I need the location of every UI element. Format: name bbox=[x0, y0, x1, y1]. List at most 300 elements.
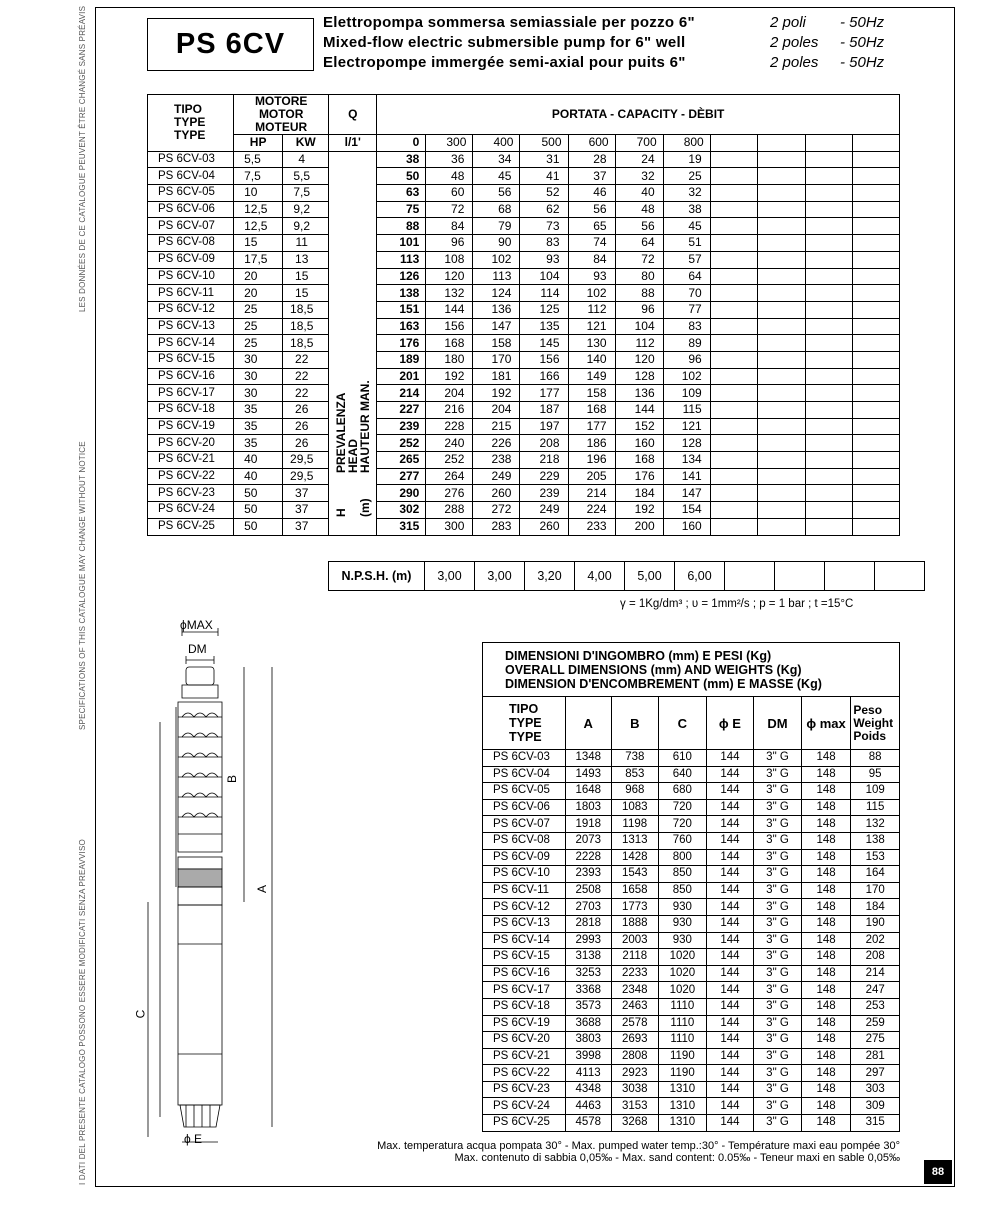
head-value: 96 bbox=[426, 235, 473, 252]
pump-type: PS 6CV-12 bbox=[483, 899, 566, 916]
head-value: 147 bbox=[663, 485, 710, 502]
head-value: 145 bbox=[520, 335, 568, 352]
table-row bbox=[483, 932, 900, 949]
dims-title-row bbox=[483, 643, 900, 697]
dimension-value: 281 bbox=[851, 1048, 900, 1065]
motor-kw: 9,2 bbox=[283, 201, 329, 218]
head-value: 156 bbox=[426, 318, 473, 335]
motor-hp: 35 bbox=[234, 435, 283, 452]
motor-hp: 35 bbox=[234, 402, 283, 419]
dimension-value: 2348 bbox=[611, 982, 659, 999]
head-value: 260 bbox=[473, 485, 520, 502]
dimension-value: 1020 bbox=[659, 965, 707, 982]
dimension-value: 1190 bbox=[659, 1065, 707, 1082]
pump-type: PS 6CV-25 bbox=[483, 1115, 566, 1132]
dimension-value: 303 bbox=[851, 1081, 900, 1098]
dimension-value: 680 bbox=[659, 783, 707, 800]
pump-type: PS 6CV-15 bbox=[148, 351, 234, 368]
head-value: 128 bbox=[663, 435, 710, 452]
head-value: 32 bbox=[615, 168, 663, 185]
empty-cell bbox=[757, 235, 805, 252]
empty-cell bbox=[710, 168, 757, 185]
heading-poles: 2 poli bbox=[770, 14, 806, 31]
table-row bbox=[148, 402, 900, 419]
npsh-row bbox=[329, 562, 925, 591]
dimension-value: 148 bbox=[801, 915, 851, 932]
table-row bbox=[483, 899, 900, 916]
pump-type: PS 6CV-14 bbox=[148, 335, 234, 352]
head-value: 104 bbox=[615, 318, 663, 335]
pump-drawing bbox=[120, 612, 300, 1152]
head-value: 65 bbox=[568, 218, 615, 235]
heading-poles: 2 poles bbox=[770, 54, 819, 71]
pump-type: PS 6CV-09 bbox=[148, 251, 234, 268]
note-temperature: Max. temperatura acqua pompata 30° - Max. pumped water temp.:30° - Température maxi eau pompée 30° bbox=[377, 1140, 900, 1152]
dimension-value: 132 bbox=[851, 816, 900, 833]
dimension-value: 4348 bbox=[565, 1081, 611, 1098]
shutoff-head: 227 bbox=[377, 402, 426, 419]
flow-header: 800 bbox=[663, 135, 710, 152]
shutoff-head: 113 bbox=[377, 251, 426, 268]
pump-type: PS 6CV-13 bbox=[148, 318, 234, 335]
dimension-value: 259 bbox=[851, 1015, 900, 1032]
motor-hp: 12,5 bbox=[234, 218, 283, 235]
dimension-value: 640 bbox=[659, 766, 707, 783]
motor-hp: 40 bbox=[234, 468, 283, 485]
dimension-value: 2228 bbox=[565, 849, 611, 866]
head-value: 144 bbox=[615, 402, 663, 419]
motor-kw: 18,5 bbox=[283, 301, 329, 318]
head-value: 77 bbox=[663, 301, 710, 318]
head-value: 112 bbox=[568, 301, 615, 318]
dimension-value: 3" G bbox=[754, 1081, 802, 1098]
dimension-value: 144 bbox=[706, 1065, 754, 1082]
table-row bbox=[483, 1032, 900, 1049]
head-value: 228 bbox=[426, 418, 473, 435]
head-value: 216 bbox=[426, 402, 473, 419]
axis-label-text: (m) bbox=[358, 497, 373, 517]
pump-type: PS 6CV-08 bbox=[148, 235, 234, 252]
dimension-value: 148 bbox=[801, 1115, 851, 1132]
head-value: 205 bbox=[568, 468, 615, 485]
table-row bbox=[483, 750, 900, 767]
empty-cell bbox=[757, 301, 805, 318]
dimension-value: 148 bbox=[801, 1032, 851, 1049]
empty-cell bbox=[710, 351, 757, 368]
dims-header-dm: DM bbox=[754, 697, 802, 750]
shutoff-head: 38 bbox=[377, 151, 426, 168]
dimension-value: 2393 bbox=[565, 866, 611, 883]
head-value: 83 bbox=[520, 235, 568, 252]
empty-cell bbox=[852, 335, 899, 352]
heading-line bbox=[323, 53, 884, 73]
dimension-value: 148 bbox=[801, 799, 851, 816]
empty-cell bbox=[805, 485, 852, 502]
empty-cell bbox=[805, 251, 852, 268]
empty-cell bbox=[805, 285, 852, 302]
table-row bbox=[148, 435, 900, 452]
pump-type: PS 6CV-18 bbox=[483, 998, 566, 1015]
flow-header: 400 bbox=[473, 135, 520, 152]
dimension-value: 3" G bbox=[754, 998, 802, 1015]
head-value: 160 bbox=[615, 435, 663, 452]
empty-cell bbox=[710, 185, 757, 202]
motor-kw: 22 bbox=[283, 351, 329, 368]
dimension-value: 144 bbox=[706, 816, 754, 833]
dimension-value: 1020 bbox=[659, 949, 707, 966]
motor-kw: 9,2 bbox=[283, 218, 329, 235]
head-value: 160 bbox=[663, 518, 710, 535]
dimension-value: 153 bbox=[851, 849, 900, 866]
dimension-value: 1773 bbox=[611, 899, 659, 916]
motor-hp: 25 bbox=[234, 318, 283, 335]
note-sand: Max. contenuto di sabbia 0,05‰ - Max. sand content: 0.05‰ - Teneur maxi en sable 0,05‰ bbox=[454, 1152, 900, 1164]
motor-hp: 20 bbox=[234, 268, 283, 285]
dimension-value: 4113 bbox=[565, 1065, 611, 1082]
head-value: 112 bbox=[615, 335, 663, 352]
dimension-value: 148 bbox=[801, 899, 851, 916]
pump-type: PS 6CV-09 bbox=[483, 849, 566, 866]
head-value: 102 bbox=[473, 251, 520, 268]
head-axis-label bbox=[329, 151, 377, 535]
pump-type: PS 6CV-22 bbox=[483, 1065, 566, 1082]
shutoff-head: 290 bbox=[377, 485, 426, 502]
empty-cell bbox=[757, 168, 805, 185]
npsh-value: 4,00 bbox=[575, 562, 625, 591]
head-value: 186 bbox=[568, 435, 615, 452]
shutoff-head: 315 bbox=[377, 518, 426, 535]
dimension-value: 115 bbox=[851, 799, 900, 816]
dimension-value: 144 bbox=[706, 1032, 754, 1049]
table-row bbox=[483, 1081, 900, 1098]
flow-header bbox=[852, 135, 899, 152]
head-value: 56 bbox=[615, 218, 663, 235]
pump-type: PS 6CV-04 bbox=[148, 168, 234, 185]
shutoff-head: 50 bbox=[377, 168, 426, 185]
pump-type: PS 6CV-14 bbox=[483, 932, 566, 949]
empty-cell bbox=[805, 502, 852, 519]
table-row bbox=[148, 251, 900, 268]
shutoff-head: 63 bbox=[377, 185, 426, 202]
phi-max-label: ϕMAX bbox=[180, 618, 213, 632]
dimension-value: 4578 bbox=[565, 1115, 611, 1132]
head-value: 288 bbox=[426, 502, 473, 519]
head-value: 208 bbox=[520, 435, 568, 452]
empty-cell bbox=[710, 201, 757, 218]
npsh-value: 5,00 bbox=[625, 562, 675, 591]
dimension-value: 1428 bbox=[611, 849, 659, 866]
pump-type: PS 6CV-10 bbox=[148, 268, 234, 285]
head-value: 72 bbox=[615, 251, 663, 268]
pump-type: PS 6CV-11 bbox=[483, 882, 566, 899]
empty-cell bbox=[852, 518, 899, 535]
table-row bbox=[483, 965, 900, 982]
pump-type: PS 6CV-13 bbox=[483, 915, 566, 932]
head-value: 121 bbox=[568, 318, 615, 335]
npsh-value bbox=[875, 562, 925, 591]
dimension-value: 3" G bbox=[754, 1098, 802, 1115]
dimension-value: 3573 bbox=[565, 998, 611, 1015]
motor-kw: 5,5 bbox=[283, 168, 329, 185]
motor-hp: 50 bbox=[234, 502, 283, 519]
dimension-value: 202 bbox=[851, 932, 900, 949]
dimension-value: 2463 bbox=[611, 998, 659, 1015]
heading-title: Mixed-flow electric submersible pump for 6" well bbox=[323, 34, 686, 51]
dimension-value: 3138 bbox=[565, 949, 611, 966]
unit-header: l/1' bbox=[329, 135, 377, 152]
shutoff-head: 151 bbox=[377, 301, 426, 318]
head-value: 72 bbox=[426, 201, 473, 218]
empty-cell bbox=[852, 402, 899, 419]
shutoff-head: 163 bbox=[377, 318, 426, 335]
dimension-value: 253 bbox=[851, 998, 900, 1015]
head-value: 238 bbox=[473, 452, 520, 469]
axis-label-text: H bbox=[334, 507, 349, 517]
head-value: 128 bbox=[615, 368, 663, 385]
perf-header-row bbox=[148, 95, 900, 135]
dimension-value: 148 bbox=[801, 882, 851, 899]
pump-type: PS 6CV-07 bbox=[148, 218, 234, 235]
hp-header: HP bbox=[234, 135, 283, 152]
empty-cell bbox=[852, 201, 899, 218]
shutoff-head: 252 bbox=[377, 435, 426, 452]
head-value: 34 bbox=[473, 151, 520, 168]
head-value: 19 bbox=[663, 151, 710, 168]
dimension-value: 148 bbox=[801, 1048, 851, 1065]
head-value: 233 bbox=[568, 518, 615, 535]
table-row bbox=[483, 949, 900, 966]
head-value: 204 bbox=[426, 385, 473, 402]
pump-type: PS 6CV-05 bbox=[148, 185, 234, 202]
empty-cell bbox=[757, 285, 805, 302]
dims-header-b: B bbox=[611, 697, 659, 750]
table-row bbox=[148, 452, 900, 469]
motor-kw: 22 bbox=[283, 385, 329, 402]
shutoff-head: 126 bbox=[377, 268, 426, 285]
dimension-value: 3" G bbox=[754, 932, 802, 949]
motor-hp: 10 bbox=[234, 185, 283, 202]
dimension-value: 3268 bbox=[611, 1115, 659, 1132]
dims-type-header: TIPO TYPE TYPE bbox=[483, 697, 566, 750]
empty-cell bbox=[852, 435, 899, 452]
head-value: 45 bbox=[473, 168, 520, 185]
dimension-value: 315 bbox=[851, 1115, 900, 1132]
empty-cell bbox=[710, 468, 757, 485]
dimension-value: 148 bbox=[801, 816, 851, 833]
empty-cell bbox=[757, 218, 805, 235]
dimension-value: 3" G bbox=[754, 915, 802, 932]
npsh-value: 3,20 bbox=[525, 562, 575, 591]
motor-hp: 20 bbox=[234, 285, 283, 302]
pump-type: PS 6CV-22 bbox=[148, 468, 234, 485]
empty-cell bbox=[805, 301, 852, 318]
empty-cell bbox=[852, 485, 899, 502]
head-value: 272 bbox=[473, 502, 520, 519]
empty-cell bbox=[757, 151, 805, 168]
motor-hp: 40 bbox=[234, 452, 283, 469]
head-value: 52 bbox=[520, 185, 568, 202]
table-row bbox=[148, 418, 900, 435]
dimension-value: 853 bbox=[611, 766, 659, 783]
empty-cell bbox=[757, 502, 805, 519]
dimension-value: 148 bbox=[801, 965, 851, 982]
dimension-value: 3" G bbox=[754, 1032, 802, 1049]
head-value: 276 bbox=[426, 485, 473, 502]
head-value: 84 bbox=[568, 251, 615, 268]
dimension-value: 3" G bbox=[754, 1065, 802, 1082]
heading-poles: 2 poles bbox=[770, 34, 819, 51]
head-value: 31 bbox=[520, 151, 568, 168]
empty-cell bbox=[805, 468, 852, 485]
head-value: 229 bbox=[520, 468, 568, 485]
dimension-value: 144 bbox=[706, 866, 754, 883]
table-row bbox=[148, 351, 900, 368]
dimension-value: 2923 bbox=[611, 1065, 659, 1082]
dimension-value: 214 bbox=[851, 965, 900, 982]
motor-kw: 26 bbox=[283, 418, 329, 435]
head-value: 125 bbox=[520, 301, 568, 318]
dims-title bbox=[483, 643, 900, 697]
dims-header-e: ϕ E bbox=[706, 697, 754, 750]
side-note-it: I DATI DEL PRESENTE CATALOGO POSSONO ESSERE MODIFICATI SENZA PREAVVISO bbox=[78, 839, 87, 1185]
performance-table bbox=[147, 94, 900, 536]
flow-header: 700 bbox=[615, 135, 663, 152]
empty-cell bbox=[805, 368, 852, 385]
head-value: 264 bbox=[426, 468, 473, 485]
head-value: 41 bbox=[520, 168, 568, 185]
table-row bbox=[483, 1015, 900, 1032]
empty-cell bbox=[852, 168, 899, 185]
dimension-value: 760 bbox=[659, 832, 707, 849]
head-value: 90 bbox=[473, 235, 520, 252]
dimension-value: 148 bbox=[801, 998, 851, 1015]
heading-frequency: - 50Hz bbox=[840, 14, 885, 31]
dimension-value: 1083 bbox=[611, 799, 659, 816]
dimension-value: 4463 bbox=[565, 1098, 611, 1115]
dimension-value: 1648 bbox=[565, 783, 611, 800]
table-row bbox=[148, 485, 900, 502]
empty-cell bbox=[757, 485, 805, 502]
dimension-value: 3" G bbox=[754, 882, 802, 899]
empty-cell bbox=[852, 251, 899, 268]
head-value: 224 bbox=[568, 502, 615, 519]
dimension-value: 1310 bbox=[659, 1081, 707, 1098]
empty-cell bbox=[757, 185, 805, 202]
motor-kw: 7,5 bbox=[283, 185, 329, 202]
dimension-value: 3803 bbox=[565, 1032, 611, 1049]
phi-e-label: ϕ E bbox=[184, 1132, 203, 1146]
head-value: 154 bbox=[663, 502, 710, 519]
empty-cell bbox=[805, 435, 852, 452]
flow-header: 300 bbox=[426, 135, 473, 152]
dims-title-line: OVERALL DIMENSIONS (mm) AND WEIGHTS (Kg) bbox=[505, 663, 802, 677]
empty-cell bbox=[805, 201, 852, 218]
dimension-value: 144 bbox=[706, 949, 754, 966]
pump-type: PS 6CV-06 bbox=[148, 201, 234, 218]
dimension-value: 1110 bbox=[659, 1015, 707, 1032]
shutoff-head: 277 bbox=[377, 468, 426, 485]
dimension-value: 3" G bbox=[754, 949, 802, 966]
dimension-value: 148 bbox=[801, 783, 851, 800]
pump-type: PS 6CV-20 bbox=[483, 1032, 566, 1049]
head-value: 187 bbox=[520, 402, 568, 419]
empty-cell bbox=[852, 285, 899, 302]
head-value: 32 bbox=[663, 185, 710, 202]
npsh-value bbox=[725, 562, 775, 591]
motor-kw: 26 bbox=[283, 402, 329, 419]
head-value: 93 bbox=[568, 268, 615, 285]
head-value: 60 bbox=[426, 185, 473, 202]
head-value: 70 bbox=[663, 285, 710, 302]
dimension-value: 2693 bbox=[611, 1032, 659, 1049]
dimension-value: 247 bbox=[851, 982, 900, 999]
head-value: 177 bbox=[568, 418, 615, 435]
motor-kw: 37 bbox=[283, 518, 329, 535]
empty-cell bbox=[852, 318, 899, 335]
head-value: 24 bbox=[615, 151, 663, 168]
shutoff-head: 138 bbox=[377, 285, 426, 302]
dimension-value: 2118 bbox=[611, 949, 659, 966]
conditions-formula: γ = 1Kg/dm³ ; υ = 1mm²/s ; p = 1 bar ; t =15°C bbox=[620, 598, 854, 610]
head-value: 121 bbox=[663, 418, 710, 435]
head-value: 260 bbox=[520, 518, 568, 535]
motor-kw: 29,5 bbox=[283, 468, 329, 485]
empty-cell bbox=[757, 368, 805, 385]
pump-type: PS 6CV-04 bbox=[483, 766, 566, 783]
empty-cell bbox=[757, 351, 805, 368]
head-value: 252 bbox=[426, 452, 473, 469]
dimension-value: 3" G bbox=[754, 849, 802, 866]
shutoff-head: 201 bbox=[377, 368, 426, 385]
flow-header bbox=[757, 135, 805, 152]
flow-header bbox=[805, 135, 852, 152]
table-row bbox=[148, 151, 900, 168]
dimension-value: 738 bbox=[611, 750, 659, 767]
head-value: 158 bbox=[568, 385, 615, 402]
table-row bbox=[483, 1065, 900, 1082]
page-number: 88 bbox=[924, 1160, 952, 1184]
empty-cell bbox=[710, 285, 757, 302]
table-row bbox=[148, 235, 900, 252]
table-row bbox=[483, 783, 900, 800]
dimension-value: 144 bbox=[706, 915, 754, 932]
dimension-value: 144 bbox=[706, 965, 754, 982]
shutoff-head: 302 bbox=[377, 502, 426, 519]
empty-cell bbox=[852, 268, 899, 285]
table-row bbox=[148, 385, 900, 402]
dimension-value: 3" G bbox=[754, 783, 802, 800]
dimension-value: 144 bbox=[706, 799, 754, 816]
head-value: 177 bbox=[520, 385, 568, 402]
head-value: 180 bbox=[426, 351, 473, 368]
motor-hp: 50 bbox=[234, 518, 283, 535]
motor-kw: 37 bbox=[283, 485, 329, 502]
dimension-value: 138 bbox=[851, 832, 900, 849]
dimension-value: 1110 bbox=[659, 1032, 707, 1049]
head-value: 240 bbox=[426, 435, 473, 452]
empty-cell bbox=[757, 318, 805, 335]
dimension-value: 1310 bbox=[659, 1098, 707, 1115]
dimension-value: 850 bbox=[659, 882, 707, 899]
dimension-value: 1888 bbox=[611, 915, 659, 932]
kw-header: KW bbox=[283, 135, 329, 152]
motor-hp: 15 bbox=[234, 235, 283, 252]
pump-type: PS 6CV-16 bbox=[148, 368, 234, 385]
empty-cell bbox=[757, 385, 805, 402]
table-row bbox=[148, 218, 900, 235]
dimension-value: 1020 bbox=[659, 982, 707, 999]
dimension-value: 1543 bbox=[611, 866, 659, 883]
